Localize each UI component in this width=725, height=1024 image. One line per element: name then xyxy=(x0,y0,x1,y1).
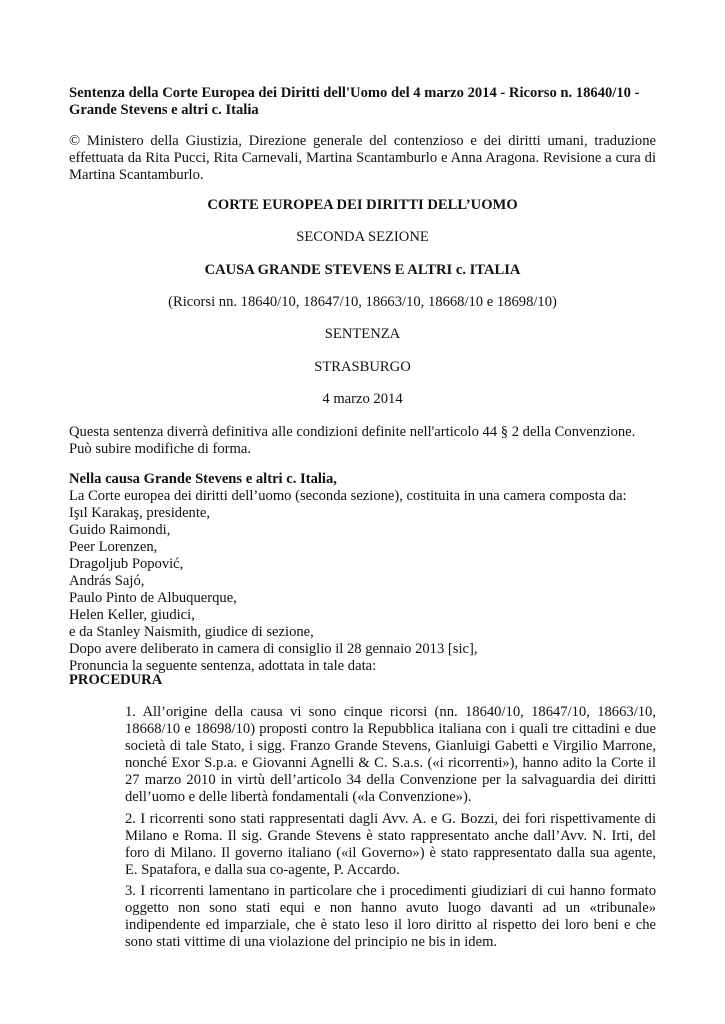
judgment-date: 4 marzo 2014 xyxy=(322,391,403,407)
judge: Peer Lorenzen, xyxy=(69,539,158,555)
deliberation-line: Dopo avere deliberato in camera di consiglio il 28 gennaio 2013 [sic], xyxy=(69,641,478,657)
case-heading: Nella causa Grande Stevens e altri c. Italia, xyxy=(69,471,337,487)
composition-line: La Corte europea dei diritti dell’uomo (seconda sezione), costituita in una camera composta da: xyxy=(69,488,627,504)
place: STRASBURGO xyxy=(314,359,411,375)
pronouncement-line: Pronuncia la seguente sentenza, adottata in tale data: xyxy=(69,658,377,674)
copyright-notice: © Ministero della Giustizia, Direzione generale del contenzioso e dei diritti umani, traduzione effettuata da Rita Pucci, Rita Carnevali, Martina Scantamburlo e Anna Aragona. Revisione a cura di Martina Scantamburlo. xyxy=(69,133,656,183)
court-name: CORTE EUROPEA DEI DIRITTI DELL’UOMO xyxy=(207,197,518,213)
procedure-paragraph-1: 1. All’origine della causa vi sono cinque ricorsi (nn. 18640/10, 18647/10, 18663/10, 18668/10 e 18698/10) proposti contro la Repubblica italiana con i quali tre cittadini e due società di tale Stato, i sigg. Franzo Grande Stevens, Gianluigi Gabetti e Virgilio Marrone, nonché Exor S.p.a. e Giovanni Agnelli & C. S.a.s. («i ricorrenti»), hanno adito la Corte il 27 marzo 2010 in virtù dell’articolo 34 della Convenzione per la salvaguardia dei diritti dell’uomo e delle libertà fondamentali («la Convenzione»). xyxy=(125,704,656,805)
procedure-paragraph-2: 2. I ricorrenti sono stati rappresentati dagli Avv. A. e G. Bozzi, dei fori rispettivamente di Milano e Roma. Il sig. Grande Stevens è stato rappresentato anche dall’Avv. N. Irti, del foro di Milano. Il governo italiano («il Governo») è stato rappresentato dalla sua agente, E. Spatafora, e dalla sua co-agente, P. Accardo. xyxy=(125,811,656,878)
chamber-composition xyxy=(69,471,656,675)
case-title: CAUSA GRANDE STEVENS E ALTRI c. ITALIA xyxy=(204,262,521,278)
procedure-paragraph-3: 3. I ricorrenti lamentano in particolare che i procedimenti giudiziari di cui hanno formato oggetto non sono stati equi e non hanno avuto luogo davanti ad un «tribunale» indipendente ed imparziale, che è stato leso il loro diritto al rispetto dei loro beni e che sono stati vittime di una violazione del principio ne bis in idem. xyxy=(125,883,656,950)
judge: Guido Raimondi, xyxy=(69,522,171,538)
section-heading-procedure: PROCEDURA xyxy=(69,672,163,688)
judge: András Sajó, xyxy=(69,573,145,589)
judge: Dragoljub Popović, xyxy=(69,556,184,572)
judge-president: Işıl Karakaş, presidente, xyxy=(69,505,211,521)
document-title: Sentenza della Corte Europea dei Diritti dell'Uomo del 4 marzo 2014 - Ricorso n. 18640/10 - Grande Stevens e altri c. Italia xyxy=(69,85,640,118)
finality-notice: Questa sentenza diverrà definitiva alle condizioni definite nell'articolo 44 § 2 della Convenzione. Può subire modifiche di forma. xyxy=(69,424,636,457)
document-type: SENTENZA xyxy=(324,326,401,342)
section-registrar: e da Stanley Naismith, giudice di sezione, xyxy=(69,624,314,640)
court-section: SECONDA SEZIONE xyxy=(296,229,429,245)
judge: Helen Keller, giudici, xyxy=(69,607,195,623)
applications-numbers: (Ricorsi nn. 18640/10, 18647/10, 18663/10, 18668/10 e 18698/10) xyxy=(168,294,557,310)
judge: Paulo Pinto de Albuquerque, xyxy=(69,590,237,606)
